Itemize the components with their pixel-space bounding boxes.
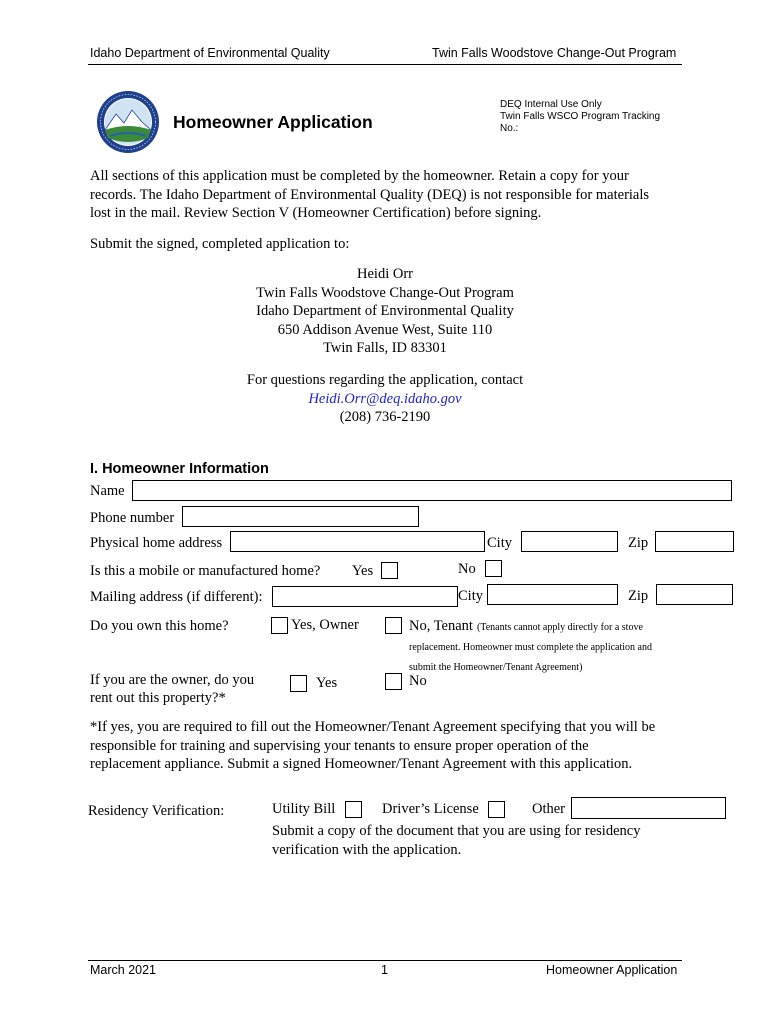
mobile-home-question: Is this a mobile or manufactured home? <box>90 563 321 579</box>
rent-yes-checkbox[interactable] <box>290 675 307 692</box>
tenant-note: (Tenants cannot apply directly for a stove <box>476 622 643 633</box>
physical-city-field[interactable] <box>521 531 618 552</box>
footer-doc-title: Homeowner Application <box>546 963 678 977</box>
deq-seal-logo <box>96 90 160 154</box>
contact-intro: For questions regarding the application, contact <box>246 372 524 388</box>
internal-use-line: No.: <box>500 123 519 134</box>
drivers-license-checkbox[interactable] <box>488 801 505 818</box>
name-field[interactable] <box>132 480 732 501</box>
rent-out-question <box>90 671 254 707</box>
intro-line: lost in the mail. Review Section V (Homeowner Certification) before signing. <box>90 205 542 221</box>
utility-bill-checkbox[interactable] <box>345 801 362 818</box>
yes-owner-label: Yes, Owner <box>291 617 359 633</box>
physical-city-label: City <box>487 535 512 551</box>
mailing-city-field[interactable] <box>487 584 618 605</box>
address-name: Heidi Orr <box>357 266 413 282</box>
address-city: Twin Falls, ID 83301 <box>323 340 447 356</box>
physical-zip-field[interactable] <box>655 531 734 552</box>
drivers-license-label: Driver’s License <box>382 801 479 817</box>
name-label: Name <box>90 483 125 499</box>
footer-divider <box>88 960 682 961</box>
tenant-note: submit the Homeowner/Tenant Agreement) <box>409 662 583 673</box>
mailing-zip-field[interactable] <box>656 584 733 605</box>
physical-zip-label: Zip <box>628 535 649 551</box>
other-label: Other <box>532 801 566 817</box>
residency-note <box>272 822 692 859</box>
footnote-line: replacement appliance. Submit a signed Homeowner/Tenant Agreement with this application. <box>90 756 633 772</box>
mobile-no-label: No <box>458 561 476 577</box>
tenant-option <box>409 617 699 678</box>
mailing-address-label: Mailing address (if different): <box>90 589 263 605</box>
intro-line: All sections of this application must be completed by the homeowner. Retain a copy for your <box>90 168 629 184</box>
physical-address-label: Physical home address <box>90 535 223 551</box>
section-heading: I. Homeowner Information <box>90 461 269 477</box>
tenant-note: replacement. Homeowner must complete the application and <box>409 642 652 653</box>
no-tenant-checkbox[interactable] <box>385 617 402 634</box>
other-field[interactable] <box>571 797 726 819</box>
residency-note-line: Submit a copy of the document that you are using for residency <box>272 823 641 839</box>
mailing-city-label: City <box>458 588 483 604</box>
mailing-address-field[interactable] <box>272 586 458 607</box>
page-title: Homeowner Application <box>173 112 373 132</box>
intro-line: records. The Idaho Department of Environmental Quality (DEQ) is not responsible for materials <box>90 186 650 203</box>
header-agency: Idaho Department of Environmental Quality <box>90 46 330 60</box>
footer-page-number: 1 <box>381 963 388 977</box>
address-agency: Idaho Department of Environmental Quality <box>256 303 514 319</box>
rent-no-label: No <box>409 673 427 689</box>
address-program: Twin Falls Woodstove Change-Out Program <box>256 284 514 301</box>
footer-date: March 2021 <box>90 963 157 977</box>
internal-use-line: Twin Falls WSCO Program Tracking <box>500 111 661 122</box>
yes-owner-checkbox[interactable] <box>271 617 288 634</box>
footnote-line: *If yes, you are required to fill out the Homeowner/Tenant Agreement specifying that you will be <box>90 719 656 735</box>
mobile-no-checkbox[interactable] <box>485 560 502 577</box>
internal-use-box <box>500 99 660 135</box>
address-street: 650 Addison Avenue West, Suite 110 <box>277 321 493 338</box>
phone-label: Phone number <box>90 510 175 526</box>
header-program: Twin Falls Woodstove Change-Out Program <box>432 46 677 60</box>
contact-block <box>85 371 685 427</box>
footnote-line: responsible for training and supervising your tenants to ensure proper operation of the <box>90 737 589 754</box>
rent-no-checkbox[interactable] <box>385 673 402 690</box>
mailing-address-block <box>85 265 685 358</box>
phone-field[interactable] <box>182 506 419 527</box>
mailing-zip-label: Zip <box>628 588 649 604</box>
rent-yes-label: Yes <box>316 675 338 691</box>
rent-question-line: rent out this property?* <box>90 690 226 706</box>
own-home-question: Do you own this home? <box>90 618 229 634</box>
submit-to-text: Submit the signed, completed application to: <box>90 236 350 252</box>
contact-phone: (208) 736-2190 <box>339 409 431 425</box>
residency-note-line: verification with the application. <box>272 841 462 858</box>
utility-bill-label: Utility Bill <box>272 801 336 817</box>
residency-label: Residency Verification: <box>88 803 225 819</box>
rental-footnote <box>90 718 690 774</box>
rent-question-line: If you are the owner, do you <box>90 672 255 688</box>
header-divider <box>88 64 682 65</box>
contact-email-link[interactable]: Heidi.Orr@deq.idaho.gov <box>308 390 462 407</box>
no-tenant-label: No, Tenant <box>409 618 473 634</box>
internal-use-line: DEQ Internal Use Only <box>500 99 602 110</box>
mobile-yes-label: Yes <box>352 563 374 579</box>
mobile-yes-checkbox[interactable] <box>381 562 398 579</box>
physical-address-field[interactable] <box>230 531 485 552</box>
intro-paragraph <box>90 167 690 223</box>
